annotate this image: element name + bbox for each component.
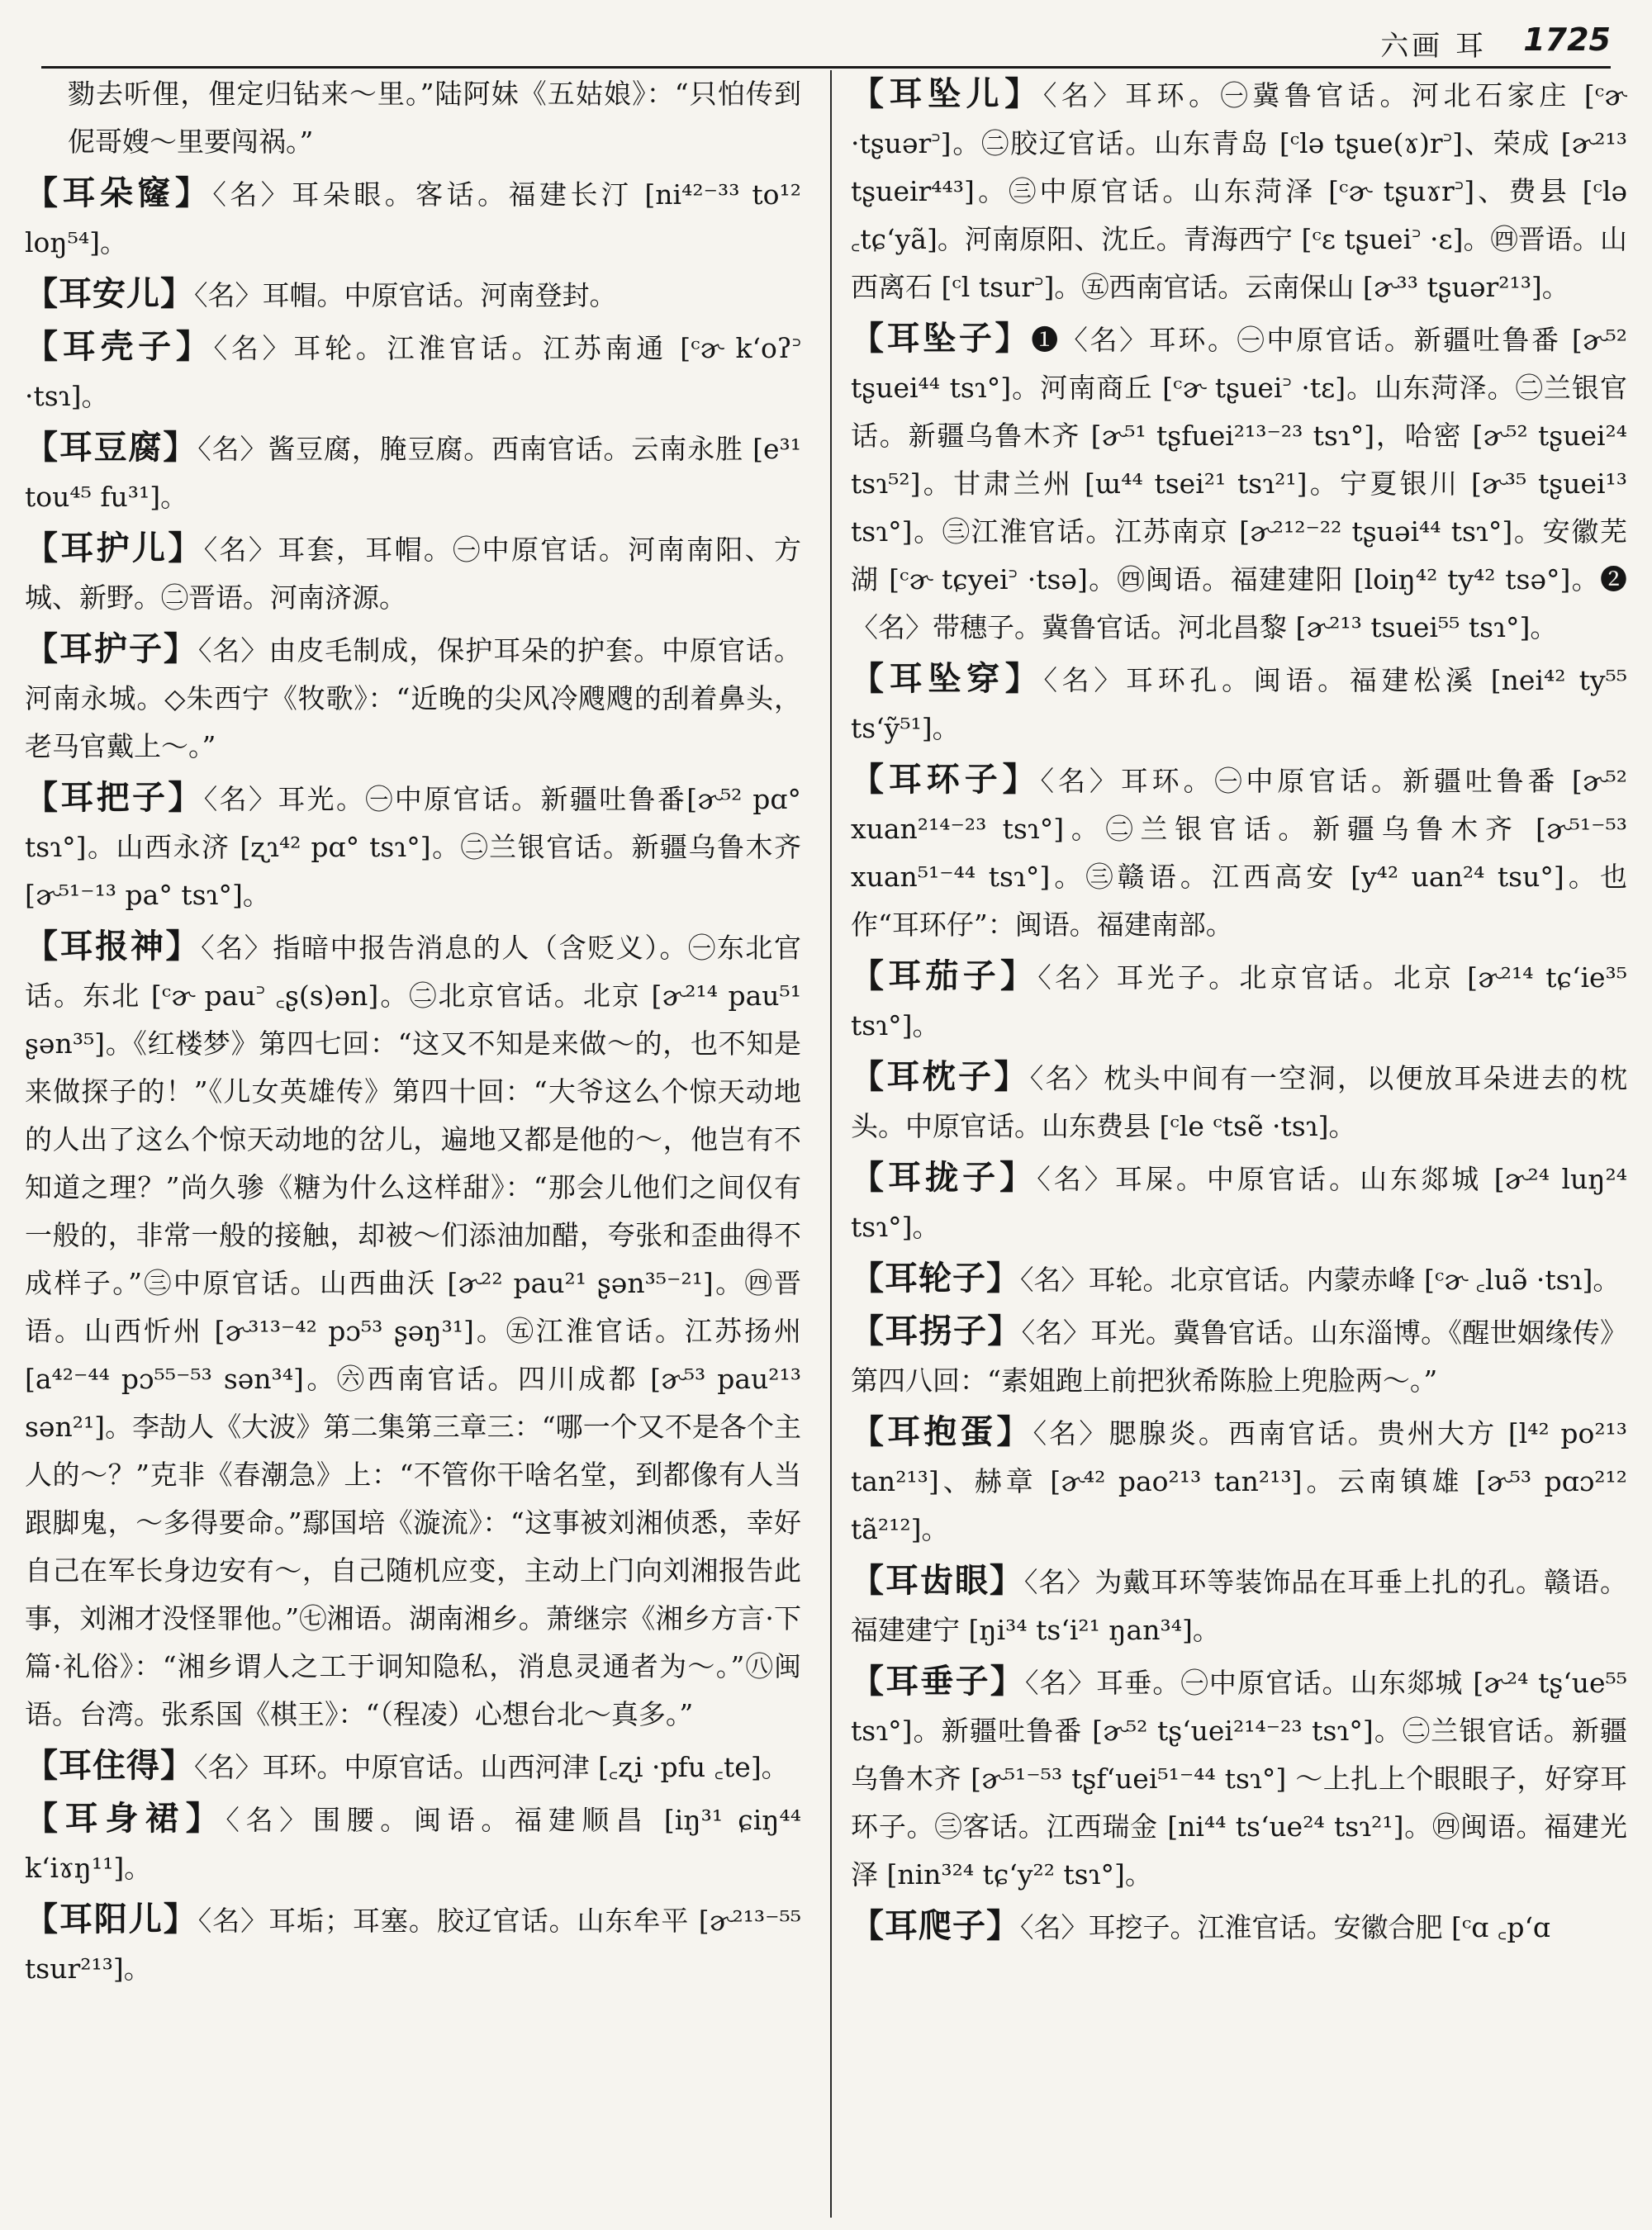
entry-headword: 【耳豆腐】 [25, 429, 198, 467]
entry-definition: 〈名〉枕头中间有一空洞，以便放耳朵进去的枕头。中原官话。山东费县 [ᶜle ᶜtsẽ ·tsɿ]。 [851, 1062, 1627, 1142]
entry-definition: 勠去听俚，俚定归钻来～里。”陆阿妹《五姑娘》：“只怕传到伲哥嫂～里要闯祸。” [68, 78, 801, 158]
entry-definition: 〈名〉围腰。闽语。福建顺昌 [iŋ³¹ ɕiŋ⁴⁴ k‘iɤŋ¹¹]。 [25, 1804, 801, 1884]
dictionary-entry [25, 1896, 801, 1993]
entry-definition: 〈名〉耳轮。江淮官话。江苏南通 [ᶜɚ k‘oʔ꜄ ·tsɿ]。 [25, 332, 801, 412]
entry-headword: 【耳齿眼】 [851, 1562, 1024, 1600]
entry-definition: 〈名〉为戴耳环等装饰品在耳垂上扎的孔。赣语。福建建宁 [ŋi³⁴ ts‘i²¹ ŋan³⁴]。 [851, 1566, 1627, 1646]
dictionary-entry [25, 70, 801, 166]
header-section-title: 六画 耳 [1380, 30, 1487, 63]
entry-definition: 〈名〉耳轮。北京官话。内蒙赤峰 [ᶜɚ ꜀luə̃ ·tsɿ]。 [1020, 1264, 1621, 1296]
entry-headword: 【耳枕子】 [851, 1058, 1030, 1096]
entry-headword: 【耳坠子】 [851, 320, 1032, 358]
entry-definition: 〈名〉耳朵眼。客话。福建长汀 [ni⁴²⁻³³ to¹² loŋ⁵⁴]。 [25, 178, 801, 259]
dictionary-entry [25, 169, 801, 267]
entry-headword: 【耳拢子】 [851, 1159, 1037, 1197]
entry-definition: 〈名〉耳环孔。闽语。福建松溪 [nei⁴² ty⁵⁵ ts‘ỹ⁵¹]。 [851, 664, 1627, 744]
dictionary-entry [25, 1795, 801, 1892]
entry-definition: 〈名〉由皮毛制成，保护耳朵的护套。中原官话。河南永城。◇朱西宁《牧歌》：“近晚的尖风冷飕飕的刮着鼻头，老马官戴上～。” [25, 634, 801, 762]
dictionary-entry [851, 1053, 1627, 1151]
dictionary-entry [25, 1742, 801, 1791]
dictionary-entry [851, 70, 1627, 311]
dictionary-entry [851, 1154, 1627, 1251]
column-divider [830, 70, 832, 2218]
entry-headword: 【耳抱蛋】 [851, 1413, 1033, 1451]
entry-definition: 〈名〉耳垢；耳塞。胶辽官话。山东牟平 [ɚ²¹³⁻⁵⁵ tsur²¹³]。 [25, 1905, 801, 1985]
entry-definition: 〈名〉耳帽。中原官话。河南登封。 [194, 279, 617, 311]
entry-headword: 【耳阳儿】 [25, 1900, 198, 1938]
entry-definition: 〈名〉耳光子。北京官话。北京 [ɚ²¹⁴ tɕ‘ie³⁵ tsɿ°]。 [851, 961, 1627, 1041]
dictionary-entry [25, 774, 801, 919]
dictionary-entry [851, 315, 1627, 652]
entry-definition: 〈名〉耳光。㊀中原官话。新疆吐鲁番[ɚ⁵² pɑ° tsɿ°]。山西永济 [ʐɿ⁴² pɑ° tsɿ°]。㊁兰银官话。新疆乌鲁木齐 [ɚ⁵¹⁻¹³ pa° tsɿ°]。 [25, 783, 801, 911]
entry-definition: 〈名〉耳光。冀鲁官话。山东淄博。《醒世姻缘传》第四八回：“素姐跑上前把狄希陈脸上兜脸两～。” [851, 1317, 1627, 1397]
page-number: 1725 [1523, 21, 1611, 58]
entry-headword: 【耳轮子】 [851, 1260, 1020, 1298]
page-header [41, 17, 1611, 69]
entry-definition: 〈名〉耳环。中原官话。山西河津 [꜀ʐi ·pfu ꜀te]。 [194, 1751, 789, 1783]
dictionary-entry [851, 1658, 1627, 1899]
right-column [851, 70, 1627, 2205]
dictionary-entry [25, 524, 801, 622]
dictionary-entry [851, 1902, 1627, 1952]
entry-headword: 【耳护子】 [25, 630, 198, 668]
dictionary-entry [851, 756, 1627, 949]
dictionary-entry [25, 270, 801, 320]
entry-definition: 〈名〉耳垂。㊀中原官话。山东郯城 [ɚ²⁴ tʂ‘ue⁵⁵ tsɿ°]。新疆吐鲁番 [ɚ⁵² tʂ‘uei²¹⁴⁻²³ tsɿ°]。㊁兰银官话。新疆乌鲁木齐 [ɚ⁵¹⁻⁵³ tʂf‘uei⁵¹⁻⁴⁴ tsɿ°] ～上扎上个眼眼子，好穿耳环子。㊂客话。江西瑞金 [ni⁴⁴ ts‘ue²⁴ tsɿ²¹]。㊃闽语。福建光泽 [nin³²⁴ tɕ‘y²² tsɿ°]。 [851, 1667, 1627, 1891]
entry-headword: 【耳爬子】 [851, 1907, 1020, 1945]
dictionary-entry [851, 952, 1627, 1050]
dictionary-entry [851, 1408, 1627, 1554]
dictionary-entry [25, 923, 801, 1739]
dictionary-entry [851, 1255, 1627, 1304]
entry-headword: 【耳身裙】 [25, 1800, 226, 1838]
dictionary-entry [25, 323, 801, 420]
entry-headword: 【耳住得】 [25, 1747, 194, 1785]
dictionary-entry [851, 1307, 1627, 1405]
entry-headword: 【耳报神】 [25, 928, 202, 966]
entry-headword: 【耳把子】 [25, 779, 204, 817]
entry-headword: 【耳壳子】 [25, 328, 214, 366]
entry-headword: 【耳垂子】 [851, 1663, 1025, 1701]
entry-definition: 〈名〉耳套，耳帽。㊀中原官话。河南南阳、方城、新野。㊁晋语。河南济源。 [25, 534, 801, 614]
entry-definition: 〈名〉酱豆腐，腌豆腐。西南官话。云南永胜 [e³¹ tou⁴⁵ fu³¹]。 [25, 433, 801, 513]
left-column [25, 70, 801, 2205]
dictionary-entry [25, 625, 801, 771]
entry-headword: 【耳朵窿】 [25, 174, 213, 212]
entry-definition: 〈名〉耳环。㊀中原官话。新疆吐鲁番 [ɚ⁵² xuan²¹⁴⁻²³ tsɿ°]。㊁兰银官话。新疆乌鲁木齐 [ɚ⁵¹⁻⁵³ xuan⁵¹⁻⁴⁴ tsɿ°]。㊂赣语。江西高安 [y⁴² uan²⁴ tsu°]。也作“耳环仔”：闽语。福建南部。 [851, 765, 1627, 941]
entry-definition: 〈名〉耳屎。中原官话。山东郯城 [ɚ²⁴ luŋ²⁴ tsɿ°]。 [851, 1163, 1627, 1243]
entry-headword: 【耳安儿】 [25, 275, 194, 313]
dictionary-entry [851, 655, 1627, 752]
entry-definition: ❶〈名〉耳环。㊀中原官话。新疆吐鲁番 [ɚ⁵² tʂuei⁴⁴ tsɿ°]。河南商丘 [ᶜɚ tʂuei꜄ ·tɛ]。山东菏泽。㊁兰银官话。新疆乌鲁木齐 [ɚ⁵¹ tʂfuei²¹³⁻²³ tsɿ°]，哈密 [ɚ⁵² tʂuei²⁴ tsɿ⁵²]。甘肃兰州 [ɯ⁴⁴ tsei²¹ tsɿ²¹]。宁夏银川 [ɚ³⁵ tʂuei¹³ tsɿ°]。㊂江淮官话。江苏南京 [ɚ²¹²⁻²² tʂuəi⁴⁴ tsɿ°]。安徽芜湖 [ᶜɚ tɕyei꜄ ·tsə]。㊃闽语。福建建阳 [loiŋ⁴² ty⁴² tsə°]。❷〈名〉带穗子。冀鲁官话。河北昌黎 [ɚ²¹³ tsuei⁵⁵ tsɿ°]。 [851, 324, 1627, 643]
entry-definition: 〈名〉耳挖子。江淮官话。安徽合肥 [ᶜɑ ꜀p‘ɑ [1020, 1911, 1551, 1943]
entry-definition: 〈名〉指暗中报告消息的人（含贬义）。㊀东北官话。东北 [ᶜɚ pau꜄ ꜀ʂ(s)ən]。㊁北京官话。北京 [ɚ²¹⁴ pau⁵¹ ʂən³⁵]。《红楼梦》第四七回：“这又不知是来做～的，也不知是来做探子的！”《儿女英雄传》第四十回：“大爷这么个惊天动地的人出了这么个惊天动地的岔儿，遍地又都是他的～，他岂有不知道之理？”尚久骖《糖为什么这样甜》：“那会儿他们之间仅有一般的，非常一般的接触，却被～们添油加醋，夸张和歪曲得不成样子。”㊂中原官话。山西曲沃 [ɚ²² pau²¹ ʂən³⁵⁻²¹]。㊃晋语。山西忻州 [ɚ³¹³⁻⁴² pɔ⁵³ ʂəŋ³¹]。㊄江淮官话。江苏扬州 [a⁴²⁻⁴⁴ pɔ⁵⁵⁻⁵³ sən³⁴]。㊅西南官话。四川成都 [ɚ⁵³ pau²¹³ sən²¹]。李劼人《大波》第二集第三章三：“哪一个又不是各个主人的～？”克非《春潮急》上：“不管你干啥名堂，到都像有人当跟脚鬼，～多得要命。”鄢国培《漩流》：“这事被刘湘侦悉，幸好自己在军长身边安有～，自己随机应变，主动上门向刘湘报告此事，刘湘才没怪罪他。”㊆湘语。湖南湘乡。萧继宗《湘乡方言·下篇·礼俗》：“湘乡谓人之工于诇知隐私，消息灵通者为～。”㊇闽语。台湾。张系国《棋王》：“（程凌）心想台北～真多。” [25, 932, 801, 1730]
entry-headword: 【耳茄子】 [851, 957, 1038, 995]
dictionary-entry [851, 1557, 1627, 1654]
entry-headword: 【耳坠穿】 [851, 660, 1044, 698]
entry-definition: 〈名〉腮腺炎。西南官话。贵州大方 [l⁴² po²¹³ tan²¹³]、赫章 [ɚ⁴² pao²¹³ tan²¹³]。云南镇雄 [ɚ⁵³ pɑɔ²¹² tã²¹²]。 [851, 1417, 1627, 1545]
entry-definition: 〈名〉耳环。㊀冀鲁官话。河北石家庄 [ᶜɚ ·tʂuər꜄]。㊁胶辽官话。山东青岛 [ᶜlə tʂue(ɤ)r꜄]、荣成 [ɚ²¹³ tʂueir⁴⁴³]。㊂中原官话。山东菏泽 [ᶜɚ tʂuɤr꜄]、费县 [ᶜlə ꜀tɕ‘yã]。河南原阳、沈丘。青海西宁 [ᶜɛ tʂuei꜄ ·ɛ]。㊃晋语。山西离石 [ᶜl tsur꜄]。㊄西南官话。云南保山 [ɚ³³ tʂuər²¹³]。 [851, 79, 1627, 303]
entry-headword: 【耳护儿】 [25, 529, 204, 567]
entry-headword: 【耳坠儿】 [851, 75, 1043, 113]
dictionary-entry [25, 424, 801, 521]
entry-headword: 【耳环子】 [851, 761, 1041, 799]
entry-headword: 【耳拐子】 [851, 1312, 1022, 1350]
